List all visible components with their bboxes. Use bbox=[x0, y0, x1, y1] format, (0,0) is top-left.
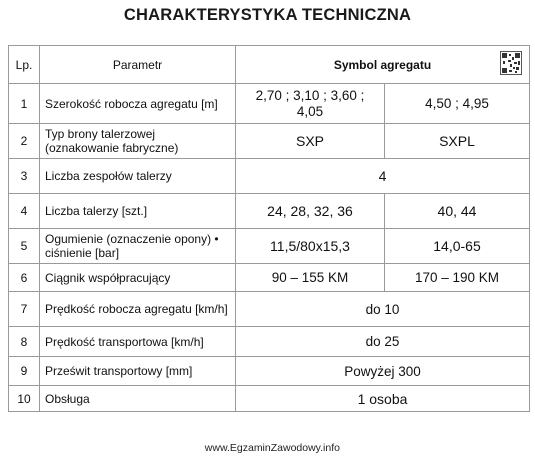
row-value-sxp: 11,5/80x15,3 bbox=[236, 229, 385, 264]
row-lp: 5 bbox=[9, 229, 40, 264]
table-row bbox=[9, 292, 530, 327]
row-value-sxpl: 14,0-65 bbox=[385, 229, 530, 264]
row-param: Szerokość robocza agregatu [m] bbox=[40, 84, 236, 124]
table-row bbox=[9, 159, 530, 194]
footer-watermark: www.EgzaminZawodowy.info bbox=[204, 442, 340, 454]
table-row bbox=[9, 357, 530, 386]
row-param: Ciągnik współpracujący bbox=[40, 264, 236, 292]
row-lp: 4 bbox=[9, 194, 40, 229]
row-value-sxpl: 40, 44 bbox=[385, 194, 530, 229]
header-symbol-cell bbox=[236, 46, 530, 84]
row-lp: 6 bbox=[9, 264, 40, 292]
header-parametr: Parametr bbox=[40, 46, 236, 84]
row-value-both: 4 bbox=[236, 159, 530, 194]
row-value-sxp: 90 – 155 KM bbox=[236, 264, 385, 292]
header-symbol: Symbol agregatu bbox=[333, 57, 432, 72]
row-value-both: do 25 bbox=[236, 327, 530, 357]
row-lp: 3 bbox=[9, 159, 40, 194]
row-param: Obsługa bbox=[40, 386, 236, 412]
row-value-sxp: 24, 28, 32, 36 bbox=[236, 194, 385, 229]
row-lp: 2 bbox=[9, 124, 40, 159]
row-param: Prędkość transportowa [km/h] bbox=[40, 327, 236, 357]
row-value-sxp: 2,70 ; 3,10 ; 3,60 ; 4,05 bbox=[236, 84, 385, 124]
table-row bbox=[9, 124, 530, 159]
row-param: Prędkość robocza agregatu [km/h] bbox=[40, 292, 236, 327]
row-value-sxpl: SXPL bbox=[385, 124, 530, 159]
table-row bbox=[9, 327, 530, 357]
row-value-both: do 10 bbox=[236, 292, 530, 327]
row-param: Liczba zespołów talerzy bbox=[40, 159, 236, 194]
row-value-sxpl: 4,50 ; 4,95 bbox=[385, 84, 530, 124]
table-row bbox=[9, 264, 530, 292]
qr-code-icon bbox=[500, 51, 522, 75]
table-header-row bbox=[9, 46, 530, 84]
row-lp: 1 bbox=[9, 84, 40, 124]
row-value-sxpl: 170 – 190 KM bbox=[385, 264, 530, 292]
row-value-both: 1 osoba bbox=[236, 386, 530, 412]
spec-table bbox=[8, 45, 530, 412]
table-row bbox=[9, 386, 530, 412]
row-value-sxp: SXP bbox=[236, 124, 385, 159]
document-title: CHARAKTERYSTYKA TECHNICZNA bbox=[123, 6, 412, 24]
row-lp: 10 bbox=[9, 386, 40, 412]
row-param: Ogumienie (oznaczenie opony) • ciśnienie [bar] bbox=[40, 229, 236, 264]
row-value-both: Powyżej 300 bbox=[236, 357, 530, 386]
row-param: Liczba talerzy [szt.] bbox=[40, 194, 236, 229]
table-row bbox=[9, 84, 530, 124]
row-lp: 9 bbox=[9, 357, 40, 386]
row-lp: 8 bbox=[9, 327, 40, 357]
table-row bbox=[9, 194, 530, 229]
row-lp: 7 bbox=[9, 292, 40, 327]
row-param: Typ brony talerzowej (oznakowanie fabryczne) bbox=[40, 124, 236, 159]
row-param: Prześwit transportowy [mm] bbox=[40, 357, 236, 386]
table-row bbox=[9, 229, 530, 264]
header-lp: Lp. bbox=[9, 46, 40, 84]
